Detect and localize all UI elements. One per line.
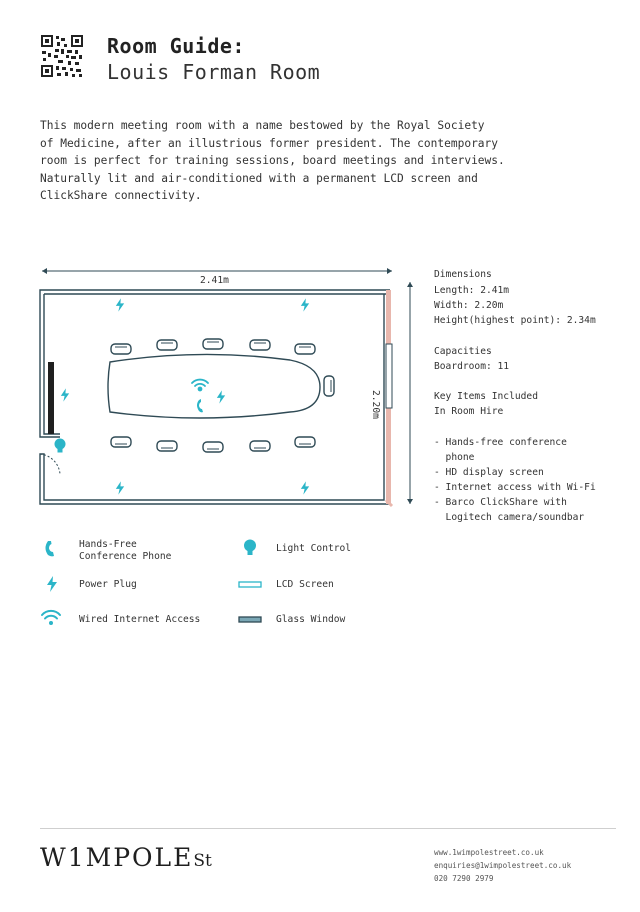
dimensions-heading: Dimensions [434, 269, 492, 280]
power-plug-icon [46, 576, 58, 592]
floor-plan [30, 262, 430, 514]
key-item: - Hands-free conference [434, 437, 567, 448]
legend-wired: Wired Internet Access [79, 614, 201, 625]
lcd-screen [48, 362, 54, 434]
legend-phone-line2: Conference Phone [79, 551, 172, 562]
width-dimension [407, 282, 413, 504]
capacities-heading: Capacities [434, 346, 492, 357]
height-value: Height(highest point): 2.34m [434, 315, 596, 326]
door-swing [40, 454, 60, 474]
email-link[interactable]: enquiries@1wimpolestreet.co.uk [434, 861, 572, 870]
description-line: Naturally lit and air-conditioned with a permanent LCD screen and [40, 171, 478, 185]
key-item: - HD display screen [434, 467, 544, 478]
legend-power: Power Plug [79, 579, 137, 590]
width-value: Width: 2.20m [434, 300, 504, 311]
qr-code-icon [40, 34, 84, 78]
phone-icon [44, 541, 58, 557]
description-line: This modern meeting room with a name bestowed by the Royal Society [40, 119, 485, 132]
logo-main: W1MPOLE [40, 843, 194, 872]
boardroom-table [108, 354, 320, 418]
width-label: 2.20m [370, 390, 381, 419]
length-label: 2.41m [200, 275, 229, 286]
legend-light: Light Control [276, 543, 352, 554]
lcd-screen-icon [238, 580, 262, 590]
wimpole-logo [40, 843, 212, 872]
description-line: ClickShare connectivity. [40, 189, 202, 202]
key-item: phone [434, 452, 475, 463]
boardroom-capacity: Boardroom: 11 [434, 361, 510, 372]
website-link[interactable]: www.1wimpolestreet.co.uk [434, 848, 544, 857]
glass-window-icon [238, 615, 262, 625]
legend-lcd: LCD Screen [276, 579, 334, 590]
wifi-icon [40, 609, 62, 627]
light-bulb-icon [243, 539, 257, 557]
legend-glass: Glass Window [276, 614, 346, 625]
page-title: Room Guide: [107, 34, 245, 58]
length-dimension [42, 268, 392, 274]
length-value: Length: 2.41m [434, 285, 510, 296]
key-items-heading-2: In Room Hire [434, 406, 504, 417]
key-items-heading: Key Items Included [434, 391, 538, 402]
light-control-icon [55, 439, 66, 453]
logo-suffix: St [193, 851, 212, 871]
key-item: - Internet access with Wi-Fi [434, 482, 596, 493]
description-line: room is perfect for training sessions, board meetings and interviews. [40, 154, 505, 167]
footer-divider [40, 828, 616, 829]
phone-number: 020 7290 2979 [434, 874, 494, 883]
room-description [40, 117, 600, 205]
legend-phone-line1: Hands-Free [79, 539, 137, 550]
key-item: Logitech camera/soundbar [434, 512, 585, 523]
room-name: Louis Forman Room [107, 60, 321, 84]
key-item: - Barco ClickShare with [434, 497, 567, 508]
description-line: of Medicine, after an illustrious former president. The contemporary [40, 136, 499, 150]
